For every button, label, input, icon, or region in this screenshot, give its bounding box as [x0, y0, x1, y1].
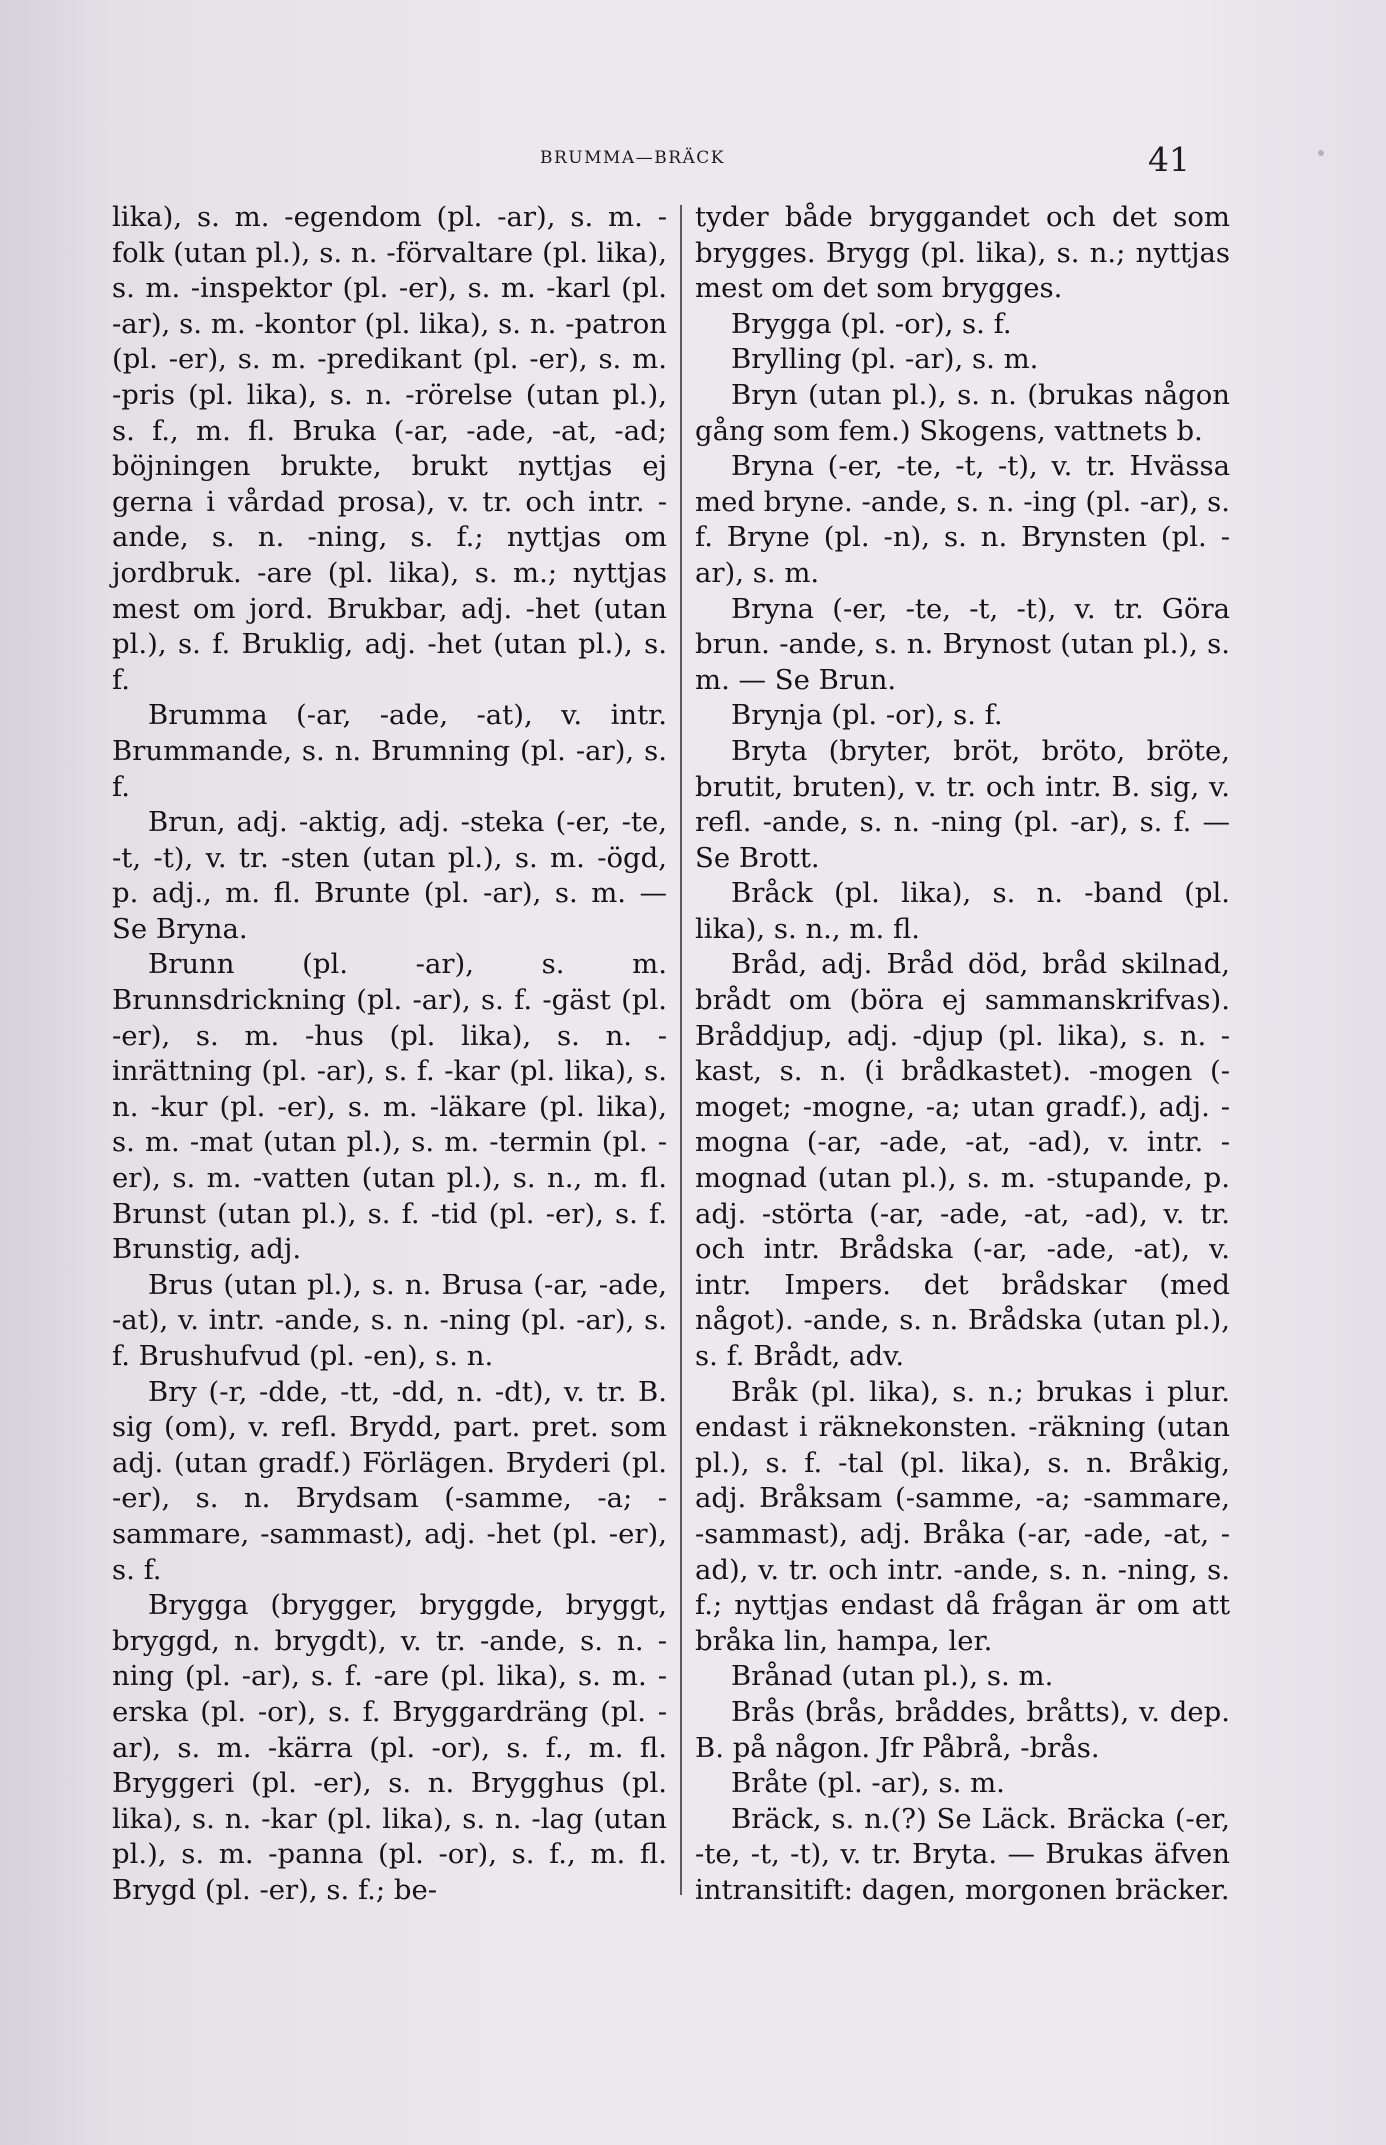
page-number: 41	[1148, 140, 1190, 179]
entry-bras: Brås (brås, bråddes, bråtts), v. dep. B. på någon. Jfr Påbrå, -brås.	[695, 1695, 1230, 1764]
entry-brunn: Brunn (pl. -ar), s. m. Brunnsdrickning (pl. -ar), s. f. -gäst (pl. -er), s. m. -hus (pl. lika), s. n. -inrättning (pl. -ar), s. f. -kar (pl. lika), s. n. -kur (pl. -er), s. m. -läkare (pl. lika), s. m. -mat (utan pl.), s. m. -termin (pl. -er), s. m. -vatten (utan pl.), s. n., m. fl. Brunst (utan pl.), s. f. -tid (pl. -er), s. f. Brunstig, adj.	[112, 948, 667, 1266]
column-divider	[680, 205, 682, 1895]
entry-brynja: Brynja (pl. -or), s. f.	[731, 699, 1003, 732]
entry-bryn: Bryn (utan pl.), s. n. (brukas någon gång som fem.) Skogens, vattnets b.	[695, 378, 1230, 447]
entry-brak: Bråk (pl. lika), s. n.; brukas i plur. endast i räknekonsten. -räkning (utan pl.), s. f. -tal (pl. lika), s. n. Bråkig, adj. Bråksam (-samme, -a; -sammare, -sammast), adj. Bråka (-ar, -ade, -at, -ad), v. tr. och intr. -ande, s. n. -ning, s. f.; nyttjas endast då frågan är om att bråka lin, hampa, ler.	[695, 1375, 1230, 1657]
entry-bryta: Bryta (bryter, bröt, bröto, bröte, brutit, bruten), v. tr. och intr. B. sig, v. refl. -ande, s. n. -ning (pl. -ar), s. f. — Se Brott.	[695, 734, 1230, 874]
entry-brygga-noun: Brygga (pl. -or), s. f.	[731, 307, 1012, 340]
entry-brygd-continued: tyder både bryggandet och det som brygges. Brygg (pl. lika), s. n.; nyttjas mest om det som brygges.	[695, 201, 1230, 305]
entry-brad: Bråd, adj. Bråd död, bråd skilnad, brådt om (böra ej sammanskrifvas). Bråddjup, adj. -djup (pl. lika), s. n. -kast, s. n. (i brådkastet). -mogen (-moget; -mogne, -a; utan gradf.), adj. -mogna (-ar, -ade, -at, -ad), v. intr. -mognad (utan pl.), s. m. -stupande, p. adj. -störta (-ar, -ade, -at, -ad), v. tr. och intr. Brådska (-ar, -ade, -at), v. intr. Impers. det brådskar (med något). -ande, s. n. Brådska (utan pl.), s. f. Brådt, adv.	[695, 948, 1230, 1372]
entry-brun: Brun, adj. -aktig, adj. -steka (-er, -te, -t, -t), v. tr. -sten (utan pl.), s. m. -ögd, p. adj., m. fl. Brunte (pl. -ar), s. m. — Se Bryna.	[112, 806, 667, 945]
entry-brack-lack: Bräck, s. n.(?) Se Läck. Bräcka (-er, -te, -t, -t), v. tr. Bryta. — Brukas äfven intransitift: dagen, morgonen bräcker.	[695, 1802, 1230, 1906]
entry-bryna-brun: Bryna (-er, -te, -t, -t), v. tr. Göra brun. -ande, s. n. Brynost (utan pl.), s. m. — Se Brun.	[695, 592, 1230, 696]
entry-brygga-verb: Brygga (brygger, bryggde, bryggt, bryggd, n. brygdt), v. tr. -ande, s. n. -ning (pl. -ar), s. f. -are (pl. lika), s. m. -erska (pl. -or), s. f. Bryggardräng (pl. -ar), s. m. -kärra (pl. -or), s. f., m. fl. Bryggeri (pl. -er), s. n. Brygghus (pl. lika), s. n. -kar (pl. lika), s. n. -lag (utan pl.), s. m. -panna (pl. -or), s. f., m. fl. Brygd (pl. -er), s. f.; be-	[112, 1589, 667, 1906]
entry-brus: Brus (utan pl.), s. n. Brusa (-ar, -ade, -at), v. intr. -ande, s. n. -ning (pl. -ar), s. f. Brushufvud (pl. -en), s. n.	[112, 1268, 667, 1372]
entry-brack: Bråck (pl. lika), s. n. -band (pl. lika), s. n., m. fl.	[695, 877, 1230, 945]
running-head: BRUMMA—BRÄCK	[540, 148, 725, 168]
left-column	[112, 200, 667, 1909]
entry-branad: Brånad (utan pl.), s. m.	[731, 1660, 1054, 1693]
entry-brumma: Brumma (-ar, -ade, -at), v. intr. Brummande, s. n. Brumning (pl. -ar), s. f.	[112, 699, 667, 803]
entry-brate: Bråte (pl. -ar), s. m.	[731, 1767, 1005, 1800]
entry-bruk-continued: lika), s. m. -egendom (pl. -ar), s. m. -folk (utan pl.), s. n. -förvaltare (pl. lika), s. m. -inspektor (pl. -er), s. m. -karl (pl. -ar), s. m. -kontor (pl. lika), s. n. -patron (pl. -er), s. m. -predikant (pl. -er), s. m. -pris (pl. lika), s. n. -rörelse (utan pl.), s. f., m. fl. Bruka (-ar, -ade, -at, -ad; böjningen brukte, brukt nyttjas ej gerna i vårdad prosa), v. tr. och intr. -ande, s. n. -ning, s. f.; nyttjas om jordbruk. -are (pl. lika), s. m.; nyttjas mest om jord. Brukbar, adj. -het (utan pl.), s. f. Bruklig, adj. -het (utan pl.), s. f.	[112, 201, 667, 696]
right-column	[695, 200, 1230, 1909]
entry-bry: Bry (-r, -dde, -tt, -dd, n. -dt), v. tr. B. sig (om), v. refl. Brydd, part. pret. som adj. (utan gradf.) Förlägen. Bryderi (pl. -er), s. n. Brydsam (-samme, -a; -sammare, -sammast), adj. -het (pl. -er), s. f.	[112, 1375, 667, 1586]
entry-bryna-hvassa: Bryna (-er, -te, -t, -t), v. tr. Hvässa med bryne. -ande, s. n. -ing (pl. -ar), s. f. Bryne (pl. -n), s. n. Brynsten (pl. -ar), s. m.	[695, 450, 1230, 589]
page-header	[0, 140, 1386, 180]
entry-brylling: Brylling (pl. -ar), s. m.	[731, 343, 1039, 376]
